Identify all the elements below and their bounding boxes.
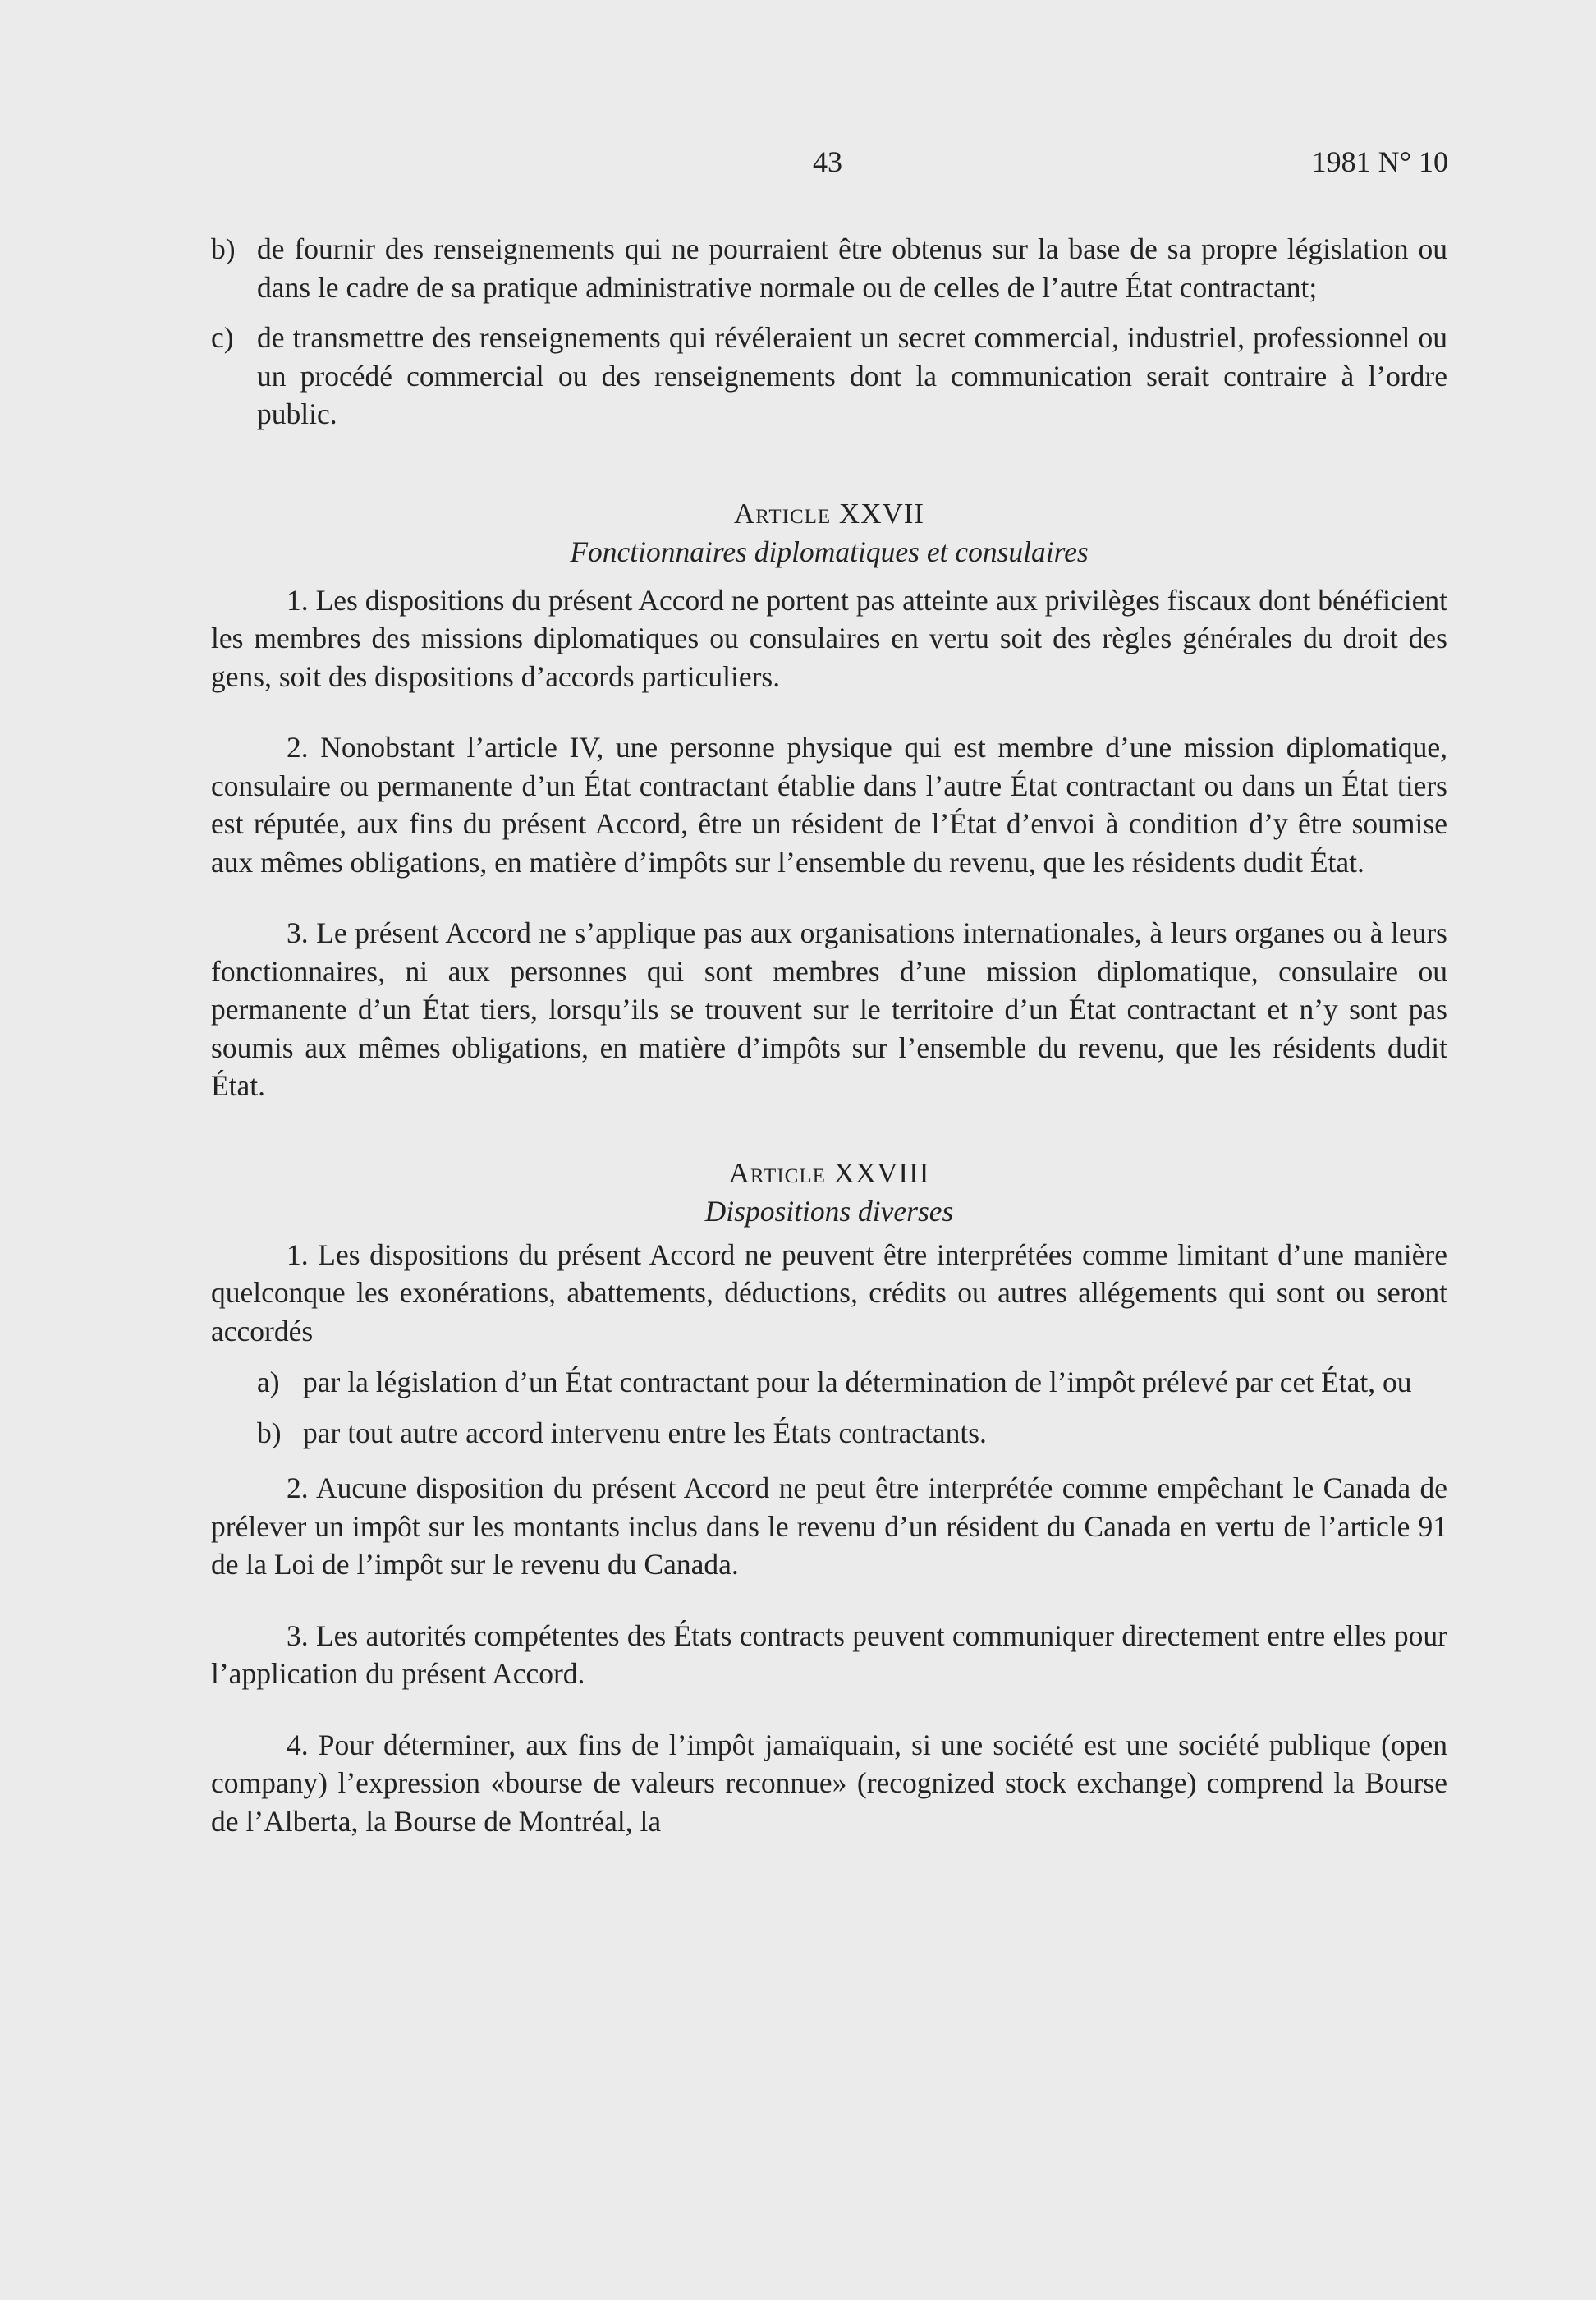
article-27-heading: Article XXVII (733, 497, 925, 530)
article-27-subtitle: Fonctionnaires diplomatiques et consulaires (570, 535, 1089, 568)
list-marker: b) (211, 232, 236, 265)
list-item-text: par tout autre accord intervenu entre les États contractants. (303, 1416, 987, 1449)
list-marker: b) (257, 1416, 282, 1449)
article-28-paragraph-2: 2. Aucune disposition du présent Accord ne peut être interprétée comme empêchant le Canada de prélever un impôt sur les montants inclus dans le revenu d’un résident du Canada en vertu de l’article 91 de la Loi de l’impôt sur le revenu du Canada. (211, 1471, 1447, 1581)
list-item-text: de transmettre des renseignements qui révéleraient un secret commercial, industriel, professionnel ou un procédé commercial ou des renseignements dont la communication serait contraire à l’ordre public. (257, 321, 1447, 430)
list-item-text: de fournir des renseignements qui ne pourraient être obtenus sur la base de sa propre législation ou dans le cadre de sa pratique administrative normale ou de celles de l’autre État contractant; (257, 232, 1447, 304)
list-item-text: par la législation d’un État contractant pour la détermination de l’impôt prélevé par cet État, ou (303, 1366, 1412, 1398)
list-item-b-2 (181, 1414, 1447, 1453)
article-27-paragraph-2: 2. Nonobstant l’article IV, une personne physique qui est membre d’une mission diplomatique, consulaire ou permanente d’un État contractant établie dans l’autre État contractant ou dans un État tiers est réputée, aux fins du présent Accord, être un résident de l’État d’envoi à condition d’y être soumise aux mêmes obligations, en matière d’impôts sur l’ensemble du revenu, que les résidents dudit État. (211, 731, 1447, 879)
list-marker: a) (257, 1366, 280, 1398)
list-marker: c) (211, 321, 234, 354)
article-28-paragraph-4: 4. Pour déterminer, aux fins de l’impôt jamaïquain, si une société est une société publique (open company) l’expression «bourse de valeurs reconnue» (recognized stock exchange) comprend la Bourse de l’Alberta, la Bourse de Montréal, la (211, 1728, 1447, 1838)
article-27-paragraph-3: 3. Le présent Accord ne s’applique pas aux organisations internationales, à leurs organes ou à leurs fonctionnaires, ni aux personnes qui sont membres d’une mission diplomatique, consulaire ou permanente d’un État tiers, lorsqu’ils se trouvent sur le territoire d’un État contractant et n’y sont pas soumis aux mêmes obligations, en matière d’impôts sur l’ensemble du revenu, que les résidents dudit État. (211, 916, 1447, 1102)
article-28-paragraph-1: 1. Les dispositions du présent Accord ne peuvent être interprétées comme limitant d’une manière quelconque les exonérations, abattements, déductions, crédits ou autres allégements qui sont ou seront accordés (211, 1237, 1447, 1347)
year-number: 1981 N° 10 (1311, 145, 1448, 178)
document-body (211, 230, 1447, 1840)
list-item-c (135, 319, 1447, 434)
article-27-paragraph-1: 1. Les dispositions du présent Accord ne portent pas atteinte aux privilèges fiscaux dont bénéficient les membres des missions diplomatiques ou consulaires en vertu soit des règles générales du droit des gens, soit des dispositions d’accords particuliers. (211, 583, 1447, 693)
article-28-paragraph-3: 3. Les autorités compétentes des États contracts peuvent communiquer directement entre elles pour l’application du présent Accord. (211, 1618, 1447, 1690)
page-number: 43 (813, 145, 842, 178)
article-28-heading: Article XXVIII (728, 1156, 930, 1189)
list-item-b (135, 230, 1447, 306)
article-28-subtitle: Dispositions diverses (704, 1195, 954, 1228)
list-item-a (181, 1363, 1447, 1402)
page-header (0, 145, 1596, 191)
